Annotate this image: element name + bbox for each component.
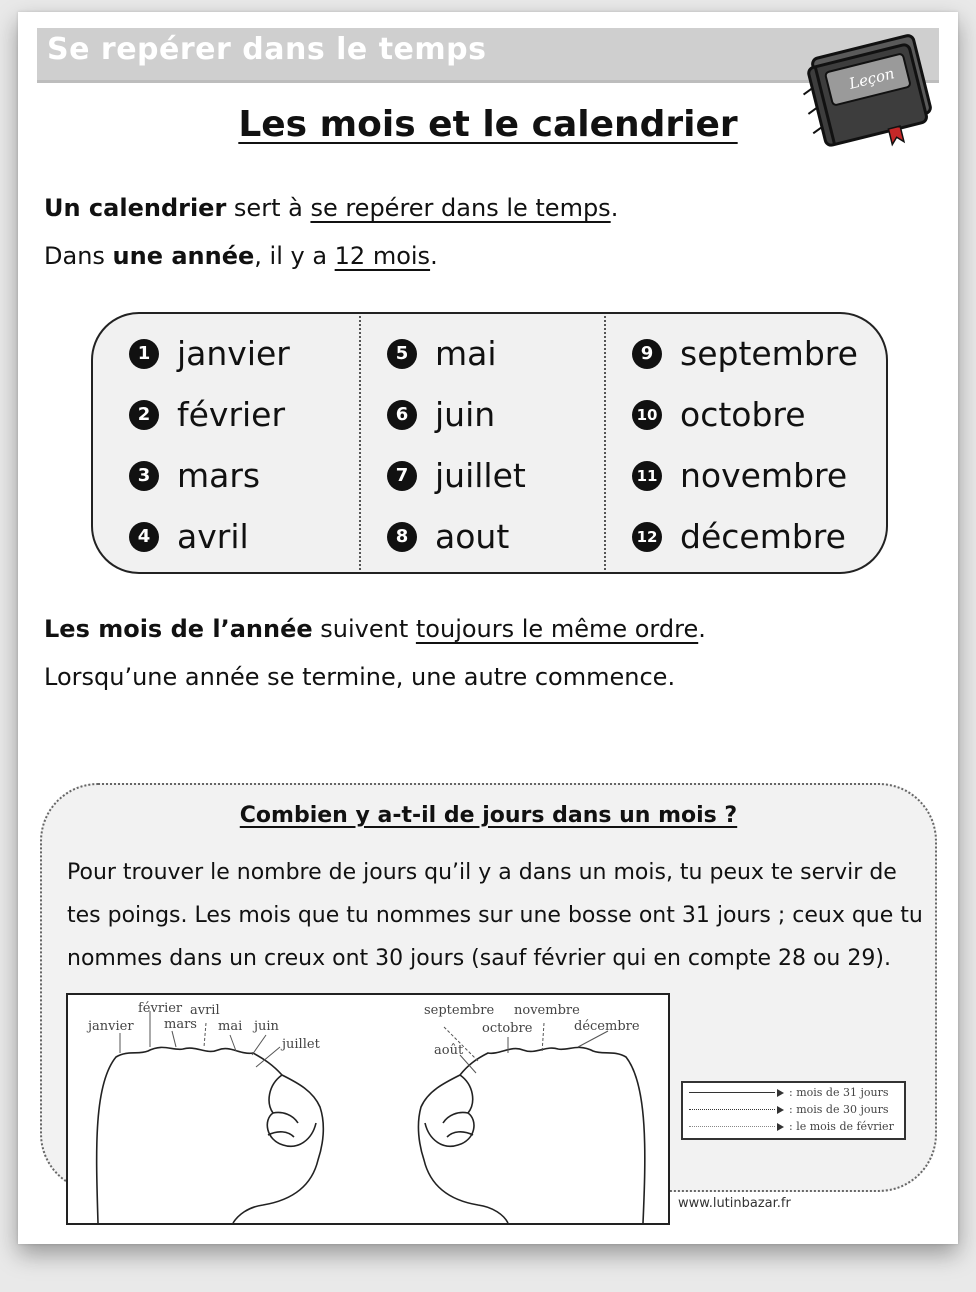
legend-item: : mois de 30 jours [689,1102,899,1117]
month-item: 8 aout [387,517,509,556]
info-line: tes poings. Les mois que tu nommes sur une bosse ont 31 jours ; ceux que tu [67,903,923,928]
legend-item: : le mois de février [689,1119,899,1134]
month-item: 12 décembre [632,517,846,556]
page-title: Les mois et le calendrier [238,104,738,145]
month-item: 11 novembre [632,456,847,495]
intro-line-2: Dans une année, il y a 12 mois. [44,242,438,270]
month-item: 5 mai [387,334,497,373]
column-separator [359,316,361,570]
fist-label: janvier [88,1019,134,1034]
month-item: 7 juillet [387,456,526,495]
intro-line-1: Un calendrier sert à se repérer dans le temps. [44,194,619,222]
month-item: 9 septembre [632,334,858,373]
month-item: 2 février [129,395,285,434]
fist-label: juin [254,1019,279,1034]
month-item: 4 avril [129,517,249,556]
footer-url: www.lutinbazar.fr [678,1196,791,1211]
order-line-2: Lorsqu’une année se termine, une autre commence. [44,663,676,691]
fist-label: avril [190,1003,220,1018]
legend-item: : mois de 31 jours [689,1085,899,1100]
fist-label: juillet [282,1037,320,1052]
fist-label: mai [218,1019,243,1034]
fist-label: décembre [574,1019,640,1034]
info-line: Pour trouver le nombre de jours qu’il y a dans un mois, tu peux te servir de [67,860,897,885]
month-item: 10 octobre [632,395,806,434]
month-item: 1 janvier [129,334,290,373]
month-item: 3 mars [129,456,260,495]
fist-label: mars [164,1017,197,1032]
fist-label: novembre [514,1003,580,1018]
fist-label: août [434,1043,464,1058]
legend-box [681,1081,906,1140]
info-title: Combien y a-t-il de jours dans un mois ? [239,803,738,828]
month-item: 6 juin [387,395,495,434]
months-table [91,312,888,574]
column-separator [604,316,606,570]
order-line-1: Les mois de l’année suivent toujours le même ordre. [44,615,706,643]
fist-label: février [138,1001,183,1016]
fist-label: septembre [424,1003,495,1018]
info-line: nommes dans un creux ont 30 jours (sauf février qui en compte 28 ou 29). [67,946,891,971]
fist-label: octobre [482,1021,533,1036]
fists-illustration [66,993,670,1225]
book-label: Leçon [847,64,897,93]
banner-title: Se repérer dans le temps [47,32,487,67]
